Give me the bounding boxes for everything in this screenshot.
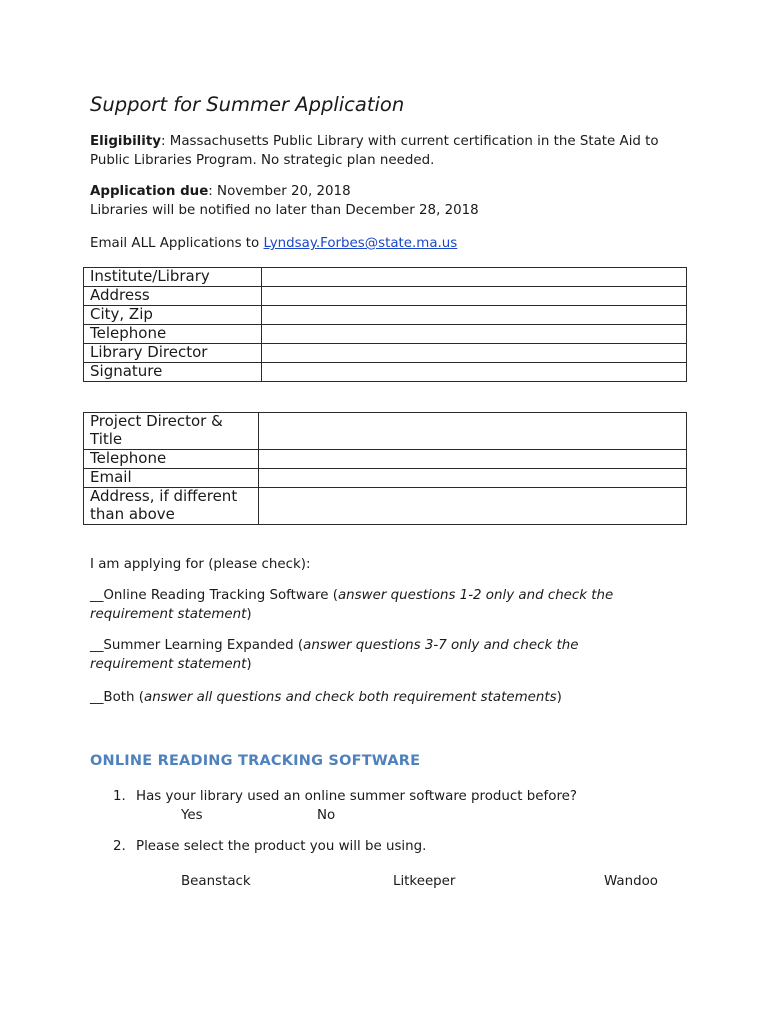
table-row xyxy=(84,287,687,306)
project-director-table xyxy=(83,412,687,525)
answer-yes[interactable]: Yes xyxy=(181,808,203,823)
value-cell[interactable] xyxy=(262,325,687,344)
product-option-wandoo[interactable]: Wandoo xyxy=(604,874,658,889)
option-note: answer questions 1-2 only and check the xyxy=(337,588,614,603)
row-label-line: Address, if different xyxy=(90,487,238,505)
value-cell[interactable] xyxy=(259,488,687,525)
question-2: Please select the product you will be using. xyxy=(136,839,427,854)
section-heading: ONLINE READING TRACKING SOFTWARE xyxy=(90,753,421,769)
table-row xyxy=(84,450,687,469)
email-paragraph xyxy=(90,235,457,254)
option-online-reading[interactable] xyxy=(90,587,613,624)
row-label-line: than above xyxy=(90,504,175,523)
due-paragraph xyxy=(90,183,479,220)
table-row xyxy=(84,488,687,525)
table-row xyxy=(84,469,687,488)
option-close: ) xyxy=(246,656,252,672)
row-label: Library Director xyxy=(84,344,262,363)
product-option-beanstack[interactable]: Beanstack xyxy=(181,874,251,889)
option-note-2: requirement statement xyxy=(90,606,247,622)
value-cell[interactable] xyxy=(262,363,687,382)
option-note: answer questions 3-7 only and check the xyxy=(303,638,579,653)
notification-text: Libraries will be notified no later than December 28, 2018 xyxy=(90,202,479,218)
product-option-litkeeper[interactable]: Litkeeper xyxy=(393,874,456,889)
option-label: __Summer Learning Expanded ( xyxy=(90,638,304,653)
eligibility-text-2: Public Libraries Program. No strategic plan needed. xyxy=(90,152,435,168)
value-cell[interactable] xyxy=(259,450,687,469)
table-row xyxy=(84,306,687,325)
page-title: Support for Summer Application xyxy=(90,93,405,116)
option-note-2: requirement statement xyxy=(90,656,247,672)
row-label xyxy=(84,488,259,525)
row-label: Address xyxy=(84,287,262,306)
row-label-line: Project Director & xyxy=(90,412,223,430)
eligibility-label: Eligibility xyxy=(90,134,161,149)
value-cell[interactable] xyxy=(262,287,687,306)
question-number: 2. xyxy=(113,839,126,854)
table-row xyxy=(84,268,687,287)
library-info-table xyxy=(83,267,687,382)
due-date: : November 20, 2018 xyxy=(208,184,351,199)
option-close: ) xyxy=(556,690,562,705)
option-both[interactable] xyxy=(90,689,562,708)
row-label: Email xyxy=(84,469,259,488)
row-label: Signature xyxy=(84,363,262,382)
row-label xyxy=(84,413,259,450)
option-summer-learning[interactable] xyxy=(90,637,578,674)
question-1: Has your library used an online summer software product before? xyxy=(136,789,577,804)
row-label: Telephone xyxy=(84,450,259,469)
email-link[interactable]: Lyndsay.Forbes@state.ma.us xyxy=(263,236,458,251)
option-label: __Both ( xyxy=(90,690,144,705)
answer-no[interactable]: No xyxy=(317,808,336,823)
email-prefix: Email ALL Applications to xyxy=(90,236,264,251)
eligibility-text: : Massachusetts Public Library with current certification in the State Aid to xyxy=(161,134,659,149)
row-label-line: Title xyxy=(90,429,123,448)
table-row xyxy=(84,363,687,382)
applying-intro: I am applying for (please check): xyxy=(90,557,311,572)
question-number: 1. xyxy=(113,789,126,804)
table-row xyxy=(84,344,687,363)
table-row xyxy=(84,413,687,450)
row-label: City, Zip xyxy=(84,306,262,325)
row-label: Telephone xyxy=(84,325,262,344)
value-cell[interactable] xyxy=(259,413,687,450)
value-cell[interactable] xyxy=(262,344,687,363)
value-cell[interactable] xyxy=(262,306,687,325)
due-label: Application due xyxy=(90,184,209,199)
option-note: answer all questions and check both requirement statements xyxy=(144,690,557,705)
option-close: ) xyxy=(246,606,252,622)
value-cell[interactable] xyxy=(262,268,687,287)
option-label: __Online Reading Tracking Software ( xyxy=(90,588,338,603)
eligibility-paragraph xyxy=(90,133,659,170)
row-label: Institute/Library xyxy=(84,268,262,287)
value-cell[interactable] xyxy=(259,469,687,488)
table-row xyxy=(84,325,687,344)
